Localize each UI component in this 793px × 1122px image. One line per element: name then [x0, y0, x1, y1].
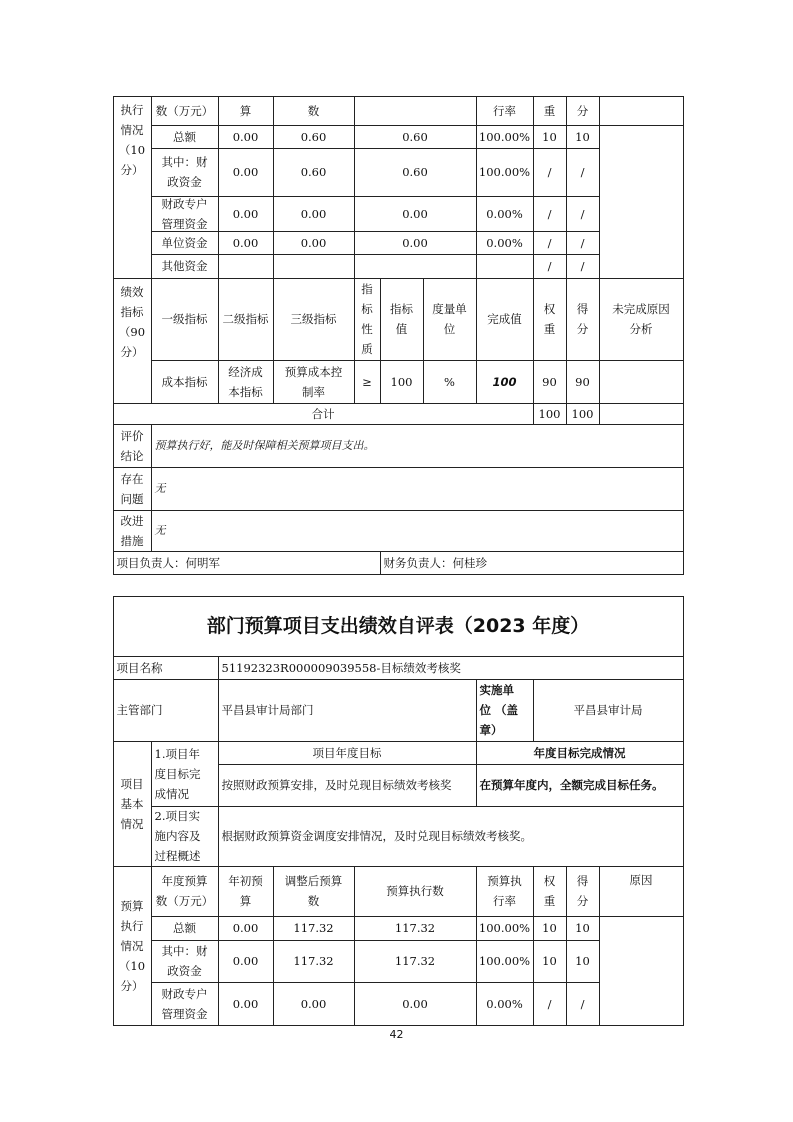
exec-cell: 0.60 — [273, 125, 355, 149]
exec-header-cell: 重 — [533, 96, 567, 126]
perf-header-cell: 二级指标 — [218, 278, 274, 361]
exec-cell: 10 — [566, 125, 600, 149]
perf-header-cell: 三级指标 — [273, 278, 355, 361]
project-owner: 项目负责人：何明军 — [113, 551, 381, 575]
budget-cell: 117.32 — [354, 940, 477, 983]
total-blank — [599, 403, 684, 425]
budget-cell: 0.00 — [218, 916, 274, 941]
exec-cell: 总额 — [151, 125, 219, 149]
exec-cell: 0.00 — [354, 231, 477, 255]
perf-header-cell: 一级指标 — [151, 278, 219, 361]
perf-cell — [599, 360, 684, 404]
exec-cell: 财政专户 管理资金 — [151, 196, 219, 232]
exec-cell: / — [533, 196, 567, 232]
budget-cell: 10 — [533, 940, 567, 983]
exec-cell: 其中：财 政资金 — [151, 148, 219, 197]
exec-cell: 0.00% — [476, 196, 534, 232]
budget-header-cell: 权 重 — [533, 866, 567, 917]
perf-cell: 100 — [476, 360, 534, 404]
budget-cell: 财政专户 管理资金 — [151, 982, 219, 1026]
exec-cell: / — [533, 254, 567, 279]
exec-cell: 0.00 — [218, 125, 274, 149]
goal-label: 1.项目年 度目标完 成情况 — [151, 741, 219, 807]
exec-header-cell — [599, 96, 684, 126]
exec-cell: 单位资金 — [151, 231, 219, 255]
budget-header-cell: 预算执 行率 — [476, 866, 534, 917]
exec-cell: / — [533, 148, 567, 197]
exec-header-cell: 算 — [218, 96, 274, 126]
budget-header-cell: 得 分 — [566, 866, 600, 917]
page-number: 42 — [389, 1028, 404, 1041]
exec-reason-cell — [599, 125, 684, 279]
perf-header-cell: 指标 值 — [380, 278, 424, 361]
perf-cell: 经济成 本指标 — [218, 360, 274, 404]
form-title: 部门预算项目支出绩效自评表（2023 年度） — [113, 596, 684, 657]
budget-header-cell: 原因 — [599, 866, 684, 917]
perf-cell: 预算成本控 制率 — [273, 360, 355, 404]
budget-exec-label: 预算 执行 情况 （10 分） — [113, 866, 152, 1026]
conclusion-text: 预算执行好，能及时保障相关预算项目支出。 — [151, 424, 684, 468]
budget-header-cell: 预算执行数 — [354, 866, 477, 917]
perf-header-cell: 度量单 位 — [423, 278, 477, 361]
budget-cell: / — [533, 982, 567, 1026]
project-name: 51192323R000009039558-目标绩效考核奖 — [218, 656, 684, 680]
goal-header: 项目年度目标 — [218, 741, 477, 765]
budget-header-cell: 年度预算 数（万元） — [151, 866, 219, 917]
exec-cell: 0.60 — [273, 148, 355, 197]
budget-cell: 117.32 — [354, 916, 477, 941]
budget-header-cell: 年初预 算 — [218, 866, 274, 917]
budget-reason-cell — [599, 916, 684, 1026]
exec-cell: 100.00% — [476, 125, 534, 149]
exec-cell — [273, 254, 355, 279]
budget-cell: 117.32 — [273, 916, 355, 941]
goal-done-text: 在预算年度内，全额完成目标任务。 — [476, 764, 684, 807]
budget-cell: 100.00% — [476, 940, 534, 983]
perf-cell: ≥ — [354, 360, 381, 404]
exec-cell: / — [533, 231, 567, 255]
budget-header-cell: 调整后预算 数 — [273, 866, 355, 917]
perf-cell: 100 — [380, 360, 424, 404]
budget-cell: 总额 — [151, 916, 219, 941]
budget-cell: 100.00% — [476, 916, 534, 941]
budget-cell: 0.00 — [218, 982, 274, 1026]
exec-cell: 10 — [533, 125, 567, 149]
content-text: 根据财政预算资金调度安排情况，及时兑现目标绩效考核奖。 — [218, 806, 684, 867]
perf-header-cell: 完成值 — [476, 278, 534, 361]
exec-header-cell: 数 — [273, 96, 355, 126]
conclusion-label: 评价 结论 — [113, 424, 152, 468]
exec-cell: 100.00% — [476, 148, 534, 197]
perf-cell: 成本指标 — [151, 360, 219, 404]
project-name-label: 项目名称 — [113, 656, 219, 680]
goal-text: 按照财政预算安排，及时兑现目标绩效考核奖 — [218, 764, 477, 807]
perf-cell: 90 — [533, 360, 567, 404]
content-label: 2.项目实 施内容及 过程概述 — [151, 806, 219, 867]
exec-header-cell — [354, 96, 477, 126]
exec-cell: / — [566, 254, 600, 279]
exec-cell: 0.00 — [273, 196, 355, 232]
exec-cell: 0.00 — [218, 196, 274, 232]
exec-cell: / — [566, 196, 600, 232]
problems-label: 存在 问题 — [113, 467, 152, 511]
exec-header-cell: 分 — [566, 96, 600, 126]
exec-cell — [218, 254, 274, 279]
total-label: 合计 — [113, 403, 534, 425]
perf-header-cell: 指 标 性 质 — [354, 278, 381, 361]
exec-cell: 0.00 — [354, 196, 477, 232]
perf-cell: % — [423, 360, 477, 404]
budget-cell: / — [566, 982, 600, 1026]
exec-cell: / — [566, 148, 600, 197]
budget-cell: 0.00% — [476, 982, 534, 1026]
exec-cell — [476, 254, 534, 279]
exec-cell: 0.00 — [218, 231, 274, 255]
perf-header-cell: 得 分 — [566, 278, 600, 361]
budget-cell: 10 — [566, 916, 600, 941]
budget-cell: 10 — [533, 916, 567, 941]
exec-cell: 其他资金 — [151, 254, 219, 279]
exec-cell: 0.60 — [354, 125, 477, 149]
problems-text: 无 — [151, 467, 684, 511]
perf-header-cell: 权 重 — [533, 278, 567, 361]
perf-section-label: 绩效 指标 （90 分） — [113, 278, 152, 404]
perf-cell: 90 — [566, 360, 600, 404]
exec-cell: 0.00% — [476, 231, 534, 255]
total-score: 100 — [566, 403, 600, 425]
budget-cell: 0.00 — [218, 940, 274, 983]
exec-cell: / — [566, 231, 600, 255]
dept-value: 平昌县审计局部门 — [218, 679, 477, 742]
impl-label: 实施单 位 （盖 章） — [476, 679, 534, 742]
budget-cell: 0.00 — [354, 982, 477, 1026]
total-weight: 100 — [533, 403, 567, 425]
exec-header-cell: 数（万元） — [151, 96, 219, 126]
exec-cell — [354, 254, 477, 279]
exec-header-cell: 行率 — [476, 96, 534, 126]
perf-header-cell: 未完成原因 分析 — [599, 278, 684, 361]
exec-cell: 0.00 — [218, 148, 274, 197]
exec-cell: 0.00 — [273, 231, 355, 255]
dept-label: 主管部门 — [113, 679, 219, 742]
budget-cell: 10 — [566, 940, 600, 983]
goal-done-header: 年度目标完成情况 — [476, 741, 684, 765]
measures-label: 改进 措施 — [113, 510, 152, 552]
impl-value: 平昌县审计局 — [533, 679, 684, 742]
exec-cell: 0.60 — [354, 148, 477, 197]
budget-cell: 117.32 — [273, 940, 355, 983]
budget-cell: 0.00 — [273, 982, 355, 1026]
finance-owner: 财务负责人：何桂珍 — [380, 551, 684, 575]
measures-text: 无 — [151, 510, 684, 552]
exec-section-label: 执行 情况 （10 分） — [113, 96, 152, 279]
budget-cell: 其中：财 政资金 — [151, 940, 219, 983]
basic-label: 项目 基本 情况 — [113, 741, 152, 867]
